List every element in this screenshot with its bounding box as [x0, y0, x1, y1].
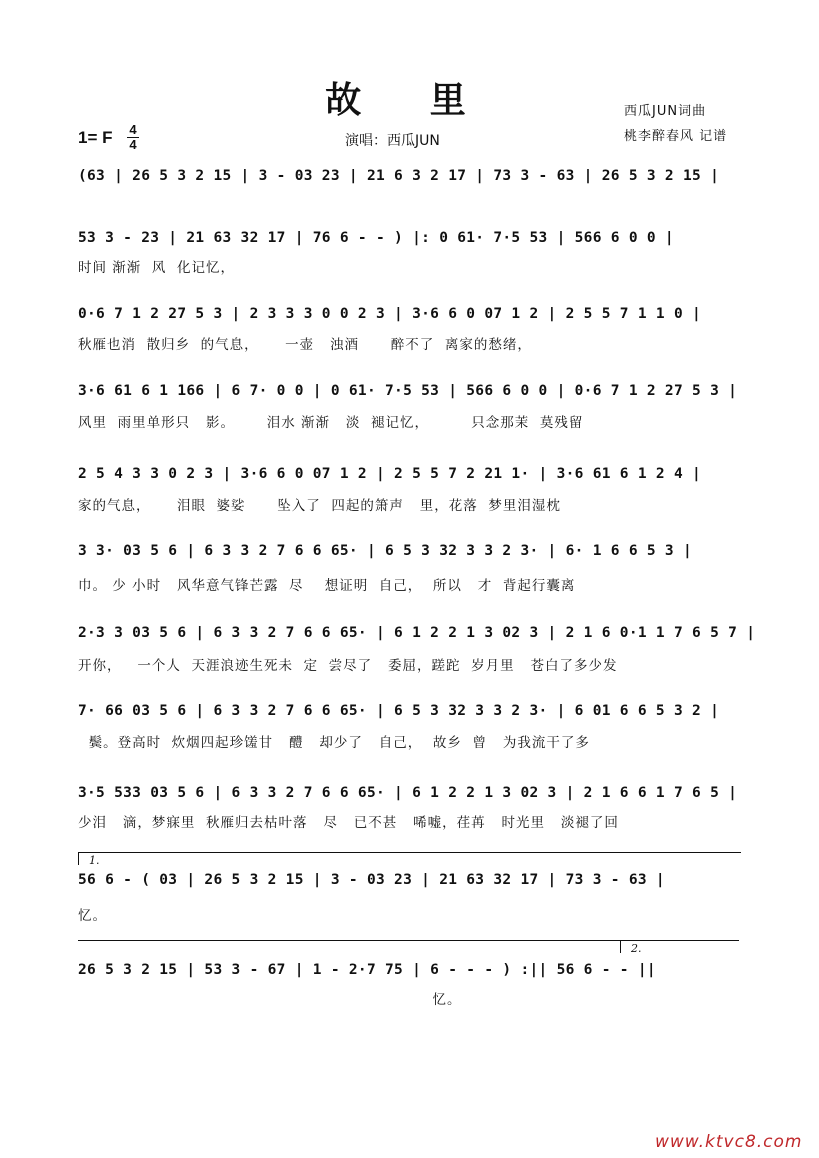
- score-line: 7· 66 03 5 6 | 6 3 3 2 7 6 6 65· | 6 5 3 32 3 3 2 3· | 6 01 6 6 5 3 2 |: [78, 703, 720, 719]
- lyric-line: 巾。 少 小时 风华意气锋芒露 尽 想证明 自己， 所以 才 背起行囊离: [78, 578, 576, 594]
- score-line: 3 3· 03 5 6 | 6 3 3 2 7 6 6 65· | 6 5 3 32 3 3 2 3· | 6· 1 6 6 5 3 |: [78, 543, 693, 559]
- lyric-line: 忆。: [78, 992, 462, 1008]
- singer-credit: 演唱：西瓜JUN: [345, 133, 440, 149]
- score-line: 0·6 7 1 2 27 5 3 | 2 3 3 3 0 0 2 3 | 3·6 6 0 07 1 2 | 2 5 5 7 1 1 0 |: [78, 306, 702, 322]
- score-line: 3·5 533 03 5 6 | 6 3 3 2 7 6 6 65· | 6 1 2 2 1 3 02 3 | 2 1 6 6 1 7 6 5 |: [78, 785, 738, 801]
- watermark: www.ktvc8.com: [655, 1132, 803, 1152]
- lyric-line: 开你， 一个人 天涯浪迹生死未 定 尝尽了 委屈，蹉跎 岁月里 苍白了多少发: [78, 658, 618, 674]
- key-signature: 1= F: [78, 128, 113, 147]
- score-line: 26 5 3 2 15 | 53 3 - 67 | 1 - 2·7 75 | 6 - - - ) :|| 56 6 - - ||: [78, 962, 656, 978]
- transcriber-credit: 桃李醉春风 记谱: [624, 129, 728, 144]
- lyric-line: 家的气息， 泪眼 婆娑 坠入了 四起的箫声 里，花落 梦里泪湿枕: [78, 498, 561, 514]
- score-line: (63 | 26 5 3 2 15 | 3 - 03 23 | 21 6 3 2 17 | 73 3 - 63 | 26 5 3 2 15 |: [78, 168, 720, 184]
- score-line: 56 6 - ( 03 | 26 5 3 2 15 | 3 - 03 23 | 21 63 32 17 | 73 3 - 63 |: [78, 872, 665, 888]
- score-line: 3·6 61 6 1 166 | 6 7· 0 0 | 0 61· 7·5 53 | 566 6 0 0 | 0·6 7 1 2 27 5 3 |: [78, 383, 738, 399]
- first-ending-bracket: [78, 852, 741, 865]
- first-ending-label: 1.: [89, 854, 100, 867]
- lyric-line: 鬓。登高时 炊烟四起珍馐甘 醴 却少了 自己， 故乡 曾 为我流干了多: [78, 735, 590, 751]
- lyric-line: 时间 渐渐 风 化记忆，: [78, 260, 235, 276]
- ending-rule: [78, 940, 620, 941]
- time-signature-top: 4: [129, 122, 137, 137]
- time-signature-bottom: 4: [129, 137, 137, 152]
- second-ending-bracket: [620, 940, 739, 953]
- score-line: 2 5 4 3 3 0 2 3 | 3·6 6 0 07 1 2 | 2 5 5 7 2 21 1· | 3·6 61 6 1 2 4 |: [78, 466, 702, 482]
- second-ending-label: 2.: [631, 942, 642, 955]
- lyric-line: 忆。: [78, 908, 107, 924]
- time-signature: [127, 124, 139, 151]
- score-line: 2·3 3 03 5 6 | 6 3 3 2 7 6 6 65· | 6 1 2 2 1 3 02 3 | 2 1 6 0·1 1 7 6 5 7 |: [78, 625, 756, 641]
- score-line: 53 3 - 23 | 21 63 32 17 | 76 6 - - ) |: 0 61· 7·5 53 | 566 6 0 0 |: [78, 230, 674, 246]
- lyric-line: 秋雁也消 散归乡 的气息， 一壶 浊酒 醉不了 离家的愁绪，: [78, 337, 532, 353]
- song-title: 故 里: [325, 79, 494, 121]
- composer-credit: 西瓜JUN词曲: [624, 104, 707, 119]
- lyric-line: 风里 雨里单形只 影。 泪水 渐渐 淡 褪记忆， 只念那茉 莫残留: [78, 415, 584, 431]
- lyric-line: 少泪 滴，梦寐里 秋雁归去枯叶落 尽 已不甚 唏嘘，荏苒 时光里 淡褪了回: [78, 815, 619, 831]
